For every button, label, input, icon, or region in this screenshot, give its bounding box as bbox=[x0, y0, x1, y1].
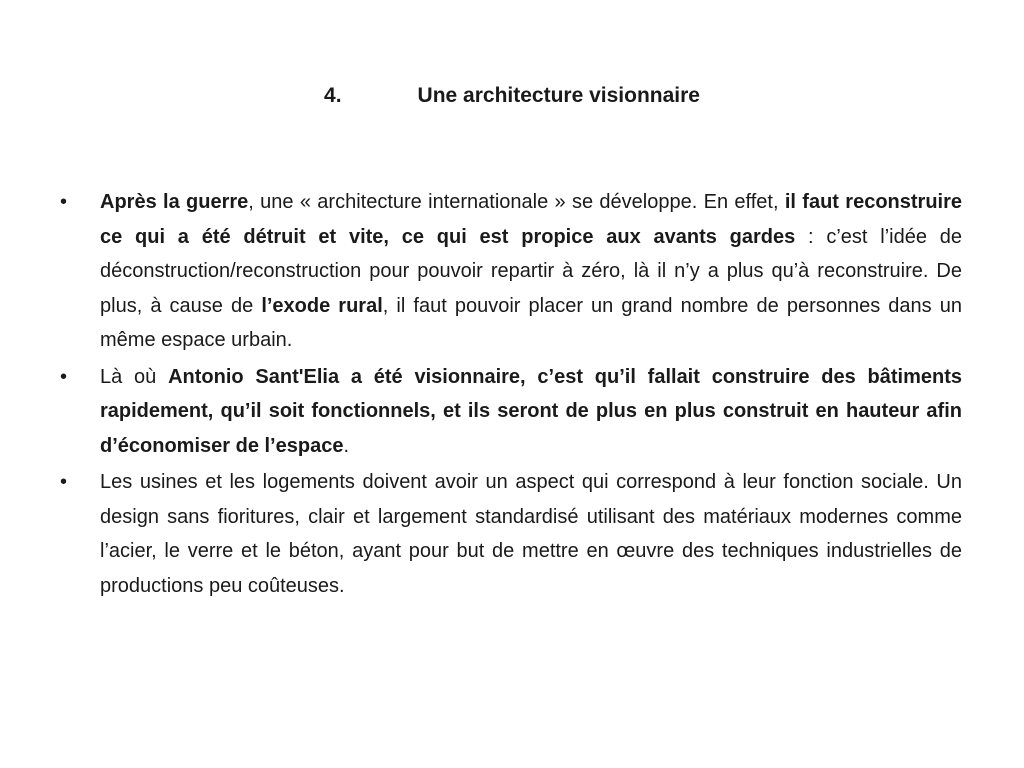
title-text: Une architecture visionnaire bbox=[417, 84, 700, 107]
bullet-dot-icon: • bbox=[60, 471, 68, 493]
bullet-bold-text: Après la guerre bbox=[100, 191, 249, 213]
bullet-dot-icon: • bbox=[60, 191, 68, 213]
bullet-list bbox=[60, 185, 963, 605]
bullet-text: . bbox=[343, 434, 349, 457]
title-number: 4. bbox=[324, 84, 342, 107]
bullet-bold-text: il faut reconstruire ce qui a été détruit et vite, ce qui est propice aux avants gardes bbox=[100, 191, 962, 248]
bullet-item bbox=[60, 465, 962, 603]
bullet-item bbox=[60, 360, 962, 464]
bullet-text: , il faut pouvoir placer un grand nombre de personnes dans un même espace urbain. bbox=[100, 294, 963, 351]
bullet-text: , une « architecture internationale » se développe. En effet, bbox=[248, 191, 785, 213]
bullet-dot-icon: • bbox=[60, 365, 68, 388]
bullet-text: Les usines et les logements doivent avoir un aspect qui correspond à leur fonction sociale. Un design sans fioritures, clair et largement standardisé utilisant des matériaux modernes comme l’acier, le verre et le béton, ayant pour but de mettre en œuvre des techniques industrielles de productions peu coûteuses. bbox=[100, 471, 962, 597]
bullet-bold-text: l’exode rural bbox=[261, 294, 383, 317]
slide-title bbox=[0, 80, 1024, 112]
bullet-text: Là où bbox=[100, 365, 169, 388]
bullet-text: : c’est l’idée de déconstruction/reconstruction pour pouvoir repartir à zéro, là il n’y a plus qu’à reconstruire. De plus, à cause de bbox=[100, 225, 962, 317]
bullet-bold-text: Antonio Sant'Elia a été visionnaire, c’est qu’il fallait construire des bâtiments rapidement, qu’il soit fonctionnels, et ils seront de plus en plus construit en hauteur afin d’économiser de l’espace bbox=[100, 365, 962, 457]
bullet-item bbox=[60, 185, 963, 358]
